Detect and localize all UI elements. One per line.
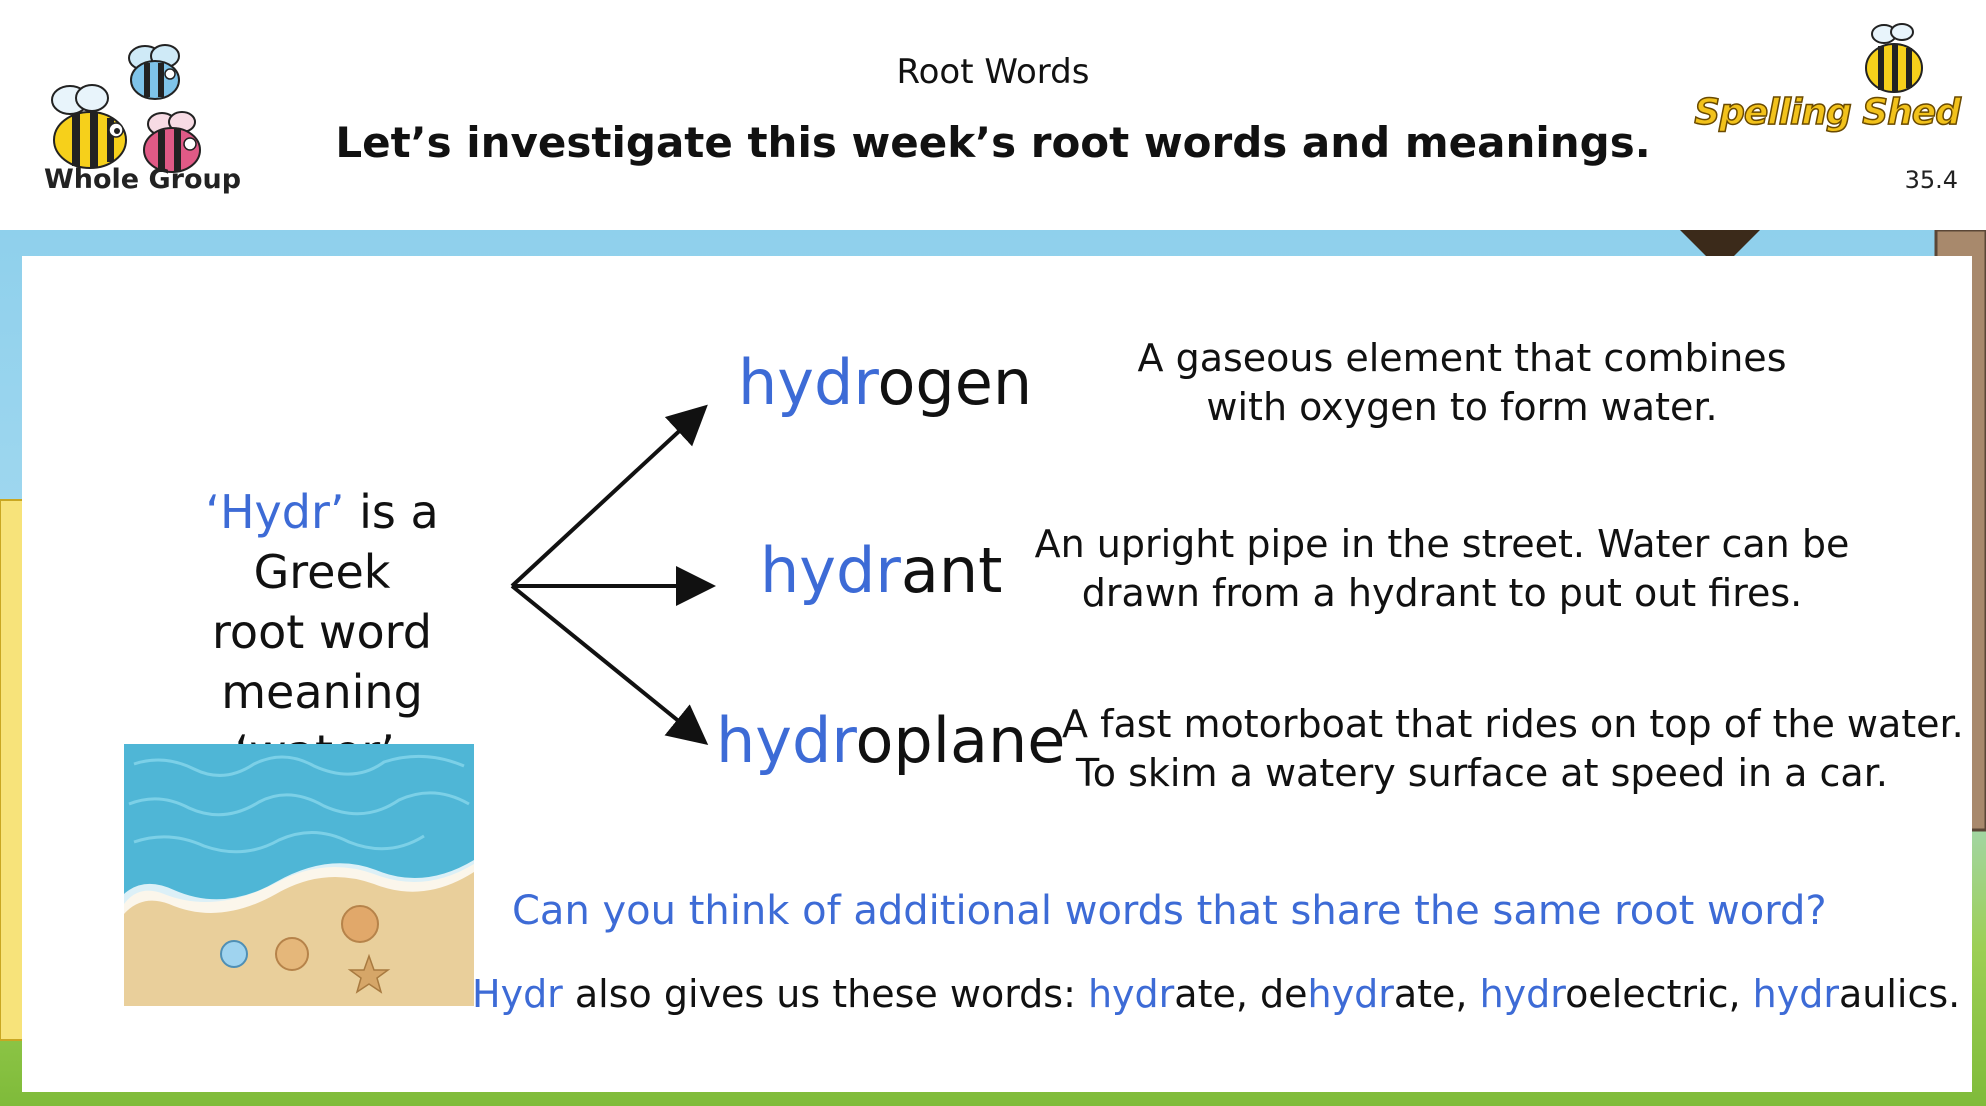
group-label: Whole Group <box>44 164 242 195</box>
word-root: hydr <box>1307 972 1394 1016</box>
definition-line: A gaseous element that combines <box>1137 336 1787 380</box>
more-words-lead: also gives us these words: <box>562 972 1088 1016</box>
word-suffix: oplane <box>855 704 1066 777</box>
definition-line: drawn from a hydrant to put out fires. <box>1081 571 1803 615</box>
word-root: hydr <box>1479 972 1566 1016</box>
word-suffix: oelectric, <box>1565 972 1753 1016</box>
slide-topic: Root Words <box>896 52 1090 92</box>
brand-bee-icon <box>1854 20 1934 98</box>
definition-line: An upright pipe in the street. Water can be <box>1034 522 1850 566</box>
root-intro-line-1 <box>132 482 512 602</box>
root-highlight: Hydr’ <box>219 485 345 539</box>
spelling-shed-logo: Spelling Shed <box>1694 92 1960 133</box>
word-hydrant <box>760 534 1002 607</box>
root-intro-text: is a Greek <box>253 485 439 599</box>
root-intro-line-3: meaning <box>221 665 423 719</box>
definition-line: A fast motorboat that rides on top of the water. <box>1062 702 1964 746</box>
word-suffix: aulics. <box>1838 972 1961 1016</box>
slide-heading: Let’s investigate this week’s root words and meanings. <box>335 118 1651 167</box>
arrow-to-hydroplane <box>512 586 702 740</box>
more-root-words <box>472 972 1961 1016</box>
definition-line: To skim a watery surface at speed in a car. <box>1076 751 1888 795</box>
word-hydrogen <box>738 346 1032 419</box>
word-suffix: ate, <box>1174 972 1261 1016</box>
content-card <box>22 256 1972 1092</box>
word-root: hydr <box>738 346 878 419</box>
word-suffix: ate, <box>1393 972 1480 1016</box>
word-suffix: ogen <box>877 346 1033 419</box>
word-root: hydr <box>1087 972 1175 1016</box>
word-hydroplane <box>716 704 1065 777</box>
word-root: hydr <box>1752 972 1839 1016</box>
word-prefix: de <box>1260 972 1308 1016</box>
word-suffix: ant <box>900 534 1003 607</box>
arrow-to-hydrogen <box>512 410 702 586</box>
root-intro <box>132 482 512 782</box>
slide-number: 35.4 <box>1904 166 1958 194</box>
beach-illustration <box>124 744 474 1006</box>
word-root: Hydr <box>472 972 563 1016</box>
word-root: hydr <box>716 704 856 777</box>
branch-arrows <box>492 386 752 746</box>
slide-header <box>0 0 1986 230</box>
definition-hydrogen <box>1062 334 1862 432</box>
discussion-question: Can you think of additional words that share the same root word? <box>512 888 1827 934</box>
root-intro-line-2: root word <box>212 605 432 659</box>
definition-hydroplane <box>1062 700 1964 798</box>
root-highlight: ‘ <box>205 485 220 539</box>
definition-line: with oxygen to form water. <box>1206 385 1718 429</box>
word-root: hydr <box>760 534 901 607</box>
definition-hydrant <box>1022 520 1862 618</box>
